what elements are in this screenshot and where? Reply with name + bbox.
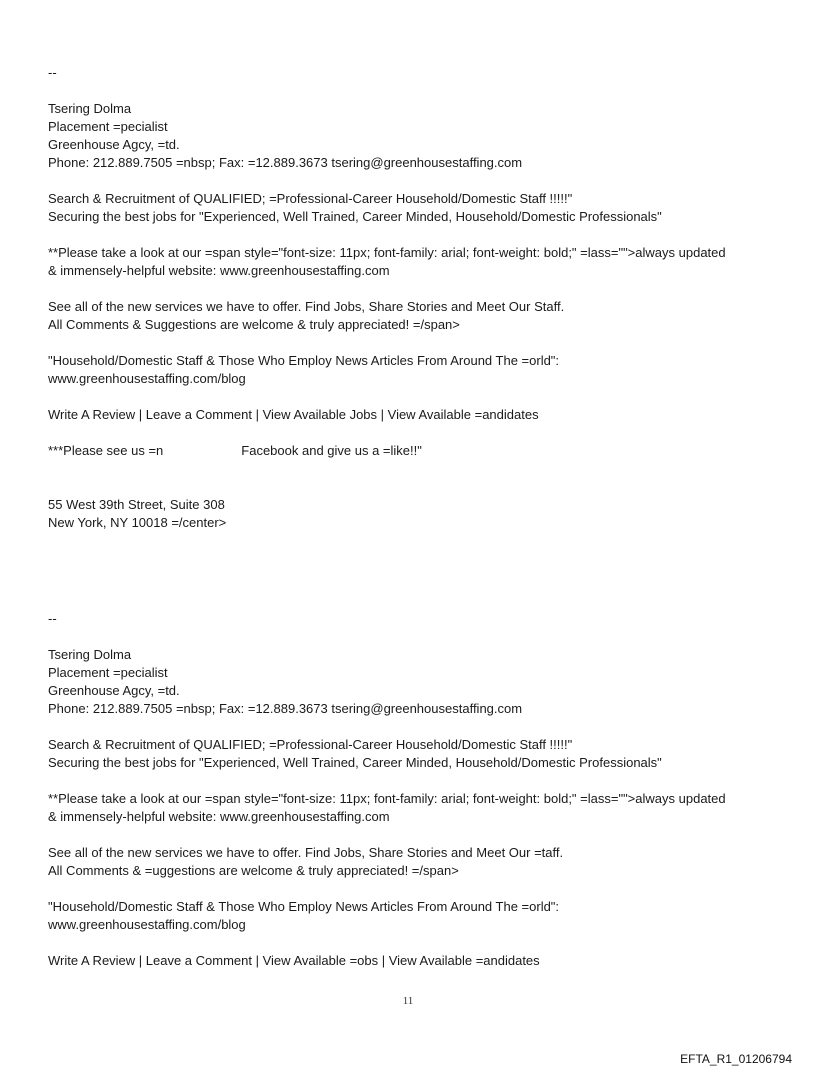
securing-line: Securing the best jobs for "Experienced, Well Trained, Career Minded, Household/Domestic Professionals": [48, 209, 662, 224]
news-line-2: www.greenhousestaffing.com/blog: [48, 371, 246, 386]
news-line-1: "Household/Domestic Staff & Those Who Employ News Articles From Around The =orld":: [48, 353, 560, 368]
comments-line: All Comments & =uggestions are welcome & truly appreciated! =/span>: [48, 863, 459, 878]
please-line-1: **Please take a look at our =span style="font-size: 11px; font-family: arial; font-weight: bold;" =lass="">always updated: [48, 791, 726, 806]
sender-company: Greenhouse Agcy, =td.: [48, 137, 180, 152]
separator-dash: --: [48, 65, 57, 80]
facebook-line: [48, 442, 788, 460]
bates-number: EFTA_R1_01206794: [680, 1052, 792, 1066]
search-line: Search & Recruitment of QUALIFIED; =Professional-Career Household/Domestic Staff !!!!!": [48, 191, 573, 206]
sender-phone: Phone: 212.889.7505 =nbsp; Fax: =12.889.3673 tsering@greenhousestaffing.com: [48, 155, 523, 170]
address-line-2: New York, NY 10018 =/center>: [48, 515, 227, 530]
sender-company: Greenhouse Agcy, =td.: [48, 683, 180, 698]
sender-title: Placement =pecialist: [48, 119, 168, 134]
address-line-1: 55 West 39th Street, Suite 308: [48, 497, 225, 512]
links-line: Write A Review | Leave a Comment | View Available =obs | View Available =andidates: [48, 953, 540, 968]
signature-block-1: [48, 64, 788, 532]
signature-block-2: [48, 610, 788, 970]
page-number: 11: [402, 995, 414, 1007]
links-line: Write A Review | Leave a Comment | View Available Jobs | View Available =andidates: [48, 407, 539, 422]
sender-title: Placement =pecialist: [48, 665, 168, 680]
please-line-2: & immensely-helpful website: www.greenhousestaffing.com: [48, 263, 390, 278]
separator-dash: --: [48, 611, 57, 626]
services-line: See all of the new services we have to offer. Find Jobs, Share Stories and Meet Our =taff.: [48, 845, 564, 860]
comments-line: All Comments & Suggestions are welcome & truly appreciated! =/span>: [48, 317, 460, 332]
sender-name: Tsering Dolma: [48, 647, 132, 662]
securing-line: Securing the best jobs for "Experienced, Well Trained, Career Minded, Household/Domestic Professionals": [48, 755, 662, 770]
news-line-1: "Household/Domestic Staff & Those Who Employ News Articles From Around The =orld":: [48, 899, 560, 914]
search-line: Search & Recruitment of QUALIFIED; =Professional-Career Household/Domestic Staff !!!!!": [48, 737, 573, 752]
sender-phone: Phone: 212.889.7505 =nbsp; Fax: =12.889.3673 tsering@greenhousestaffing.com: [48, 701, 523, 716]
services-line: See all of the new services we have to offer. Find Jobs, Share Stories and Meet Our Staff.: [48, 299, 565, 314]
facebook-line-part-b: Facebook and give us a =like!!": [241, 443, 422, 458]
document-page: [48, 64, 788, 970]
please-line-2: & immensely-helpful website: www.greenhousestaffing.com: [48, 809, 390, 824]
news-line-2: www.greenhousestaffing.com/blog: [48, 917, 246, 932]
facebook-line-part-a: ***Please see us =n: [48, 443, 164, 458]
sender-name: Tsering Dolma: [48, 101, 132, 116]
please-line-1: **Please take a look at our =span style="font-size: 11px; font-family: arial; font-weight: bold;" =lass="">always updated: [48, 245, 726, 260]
